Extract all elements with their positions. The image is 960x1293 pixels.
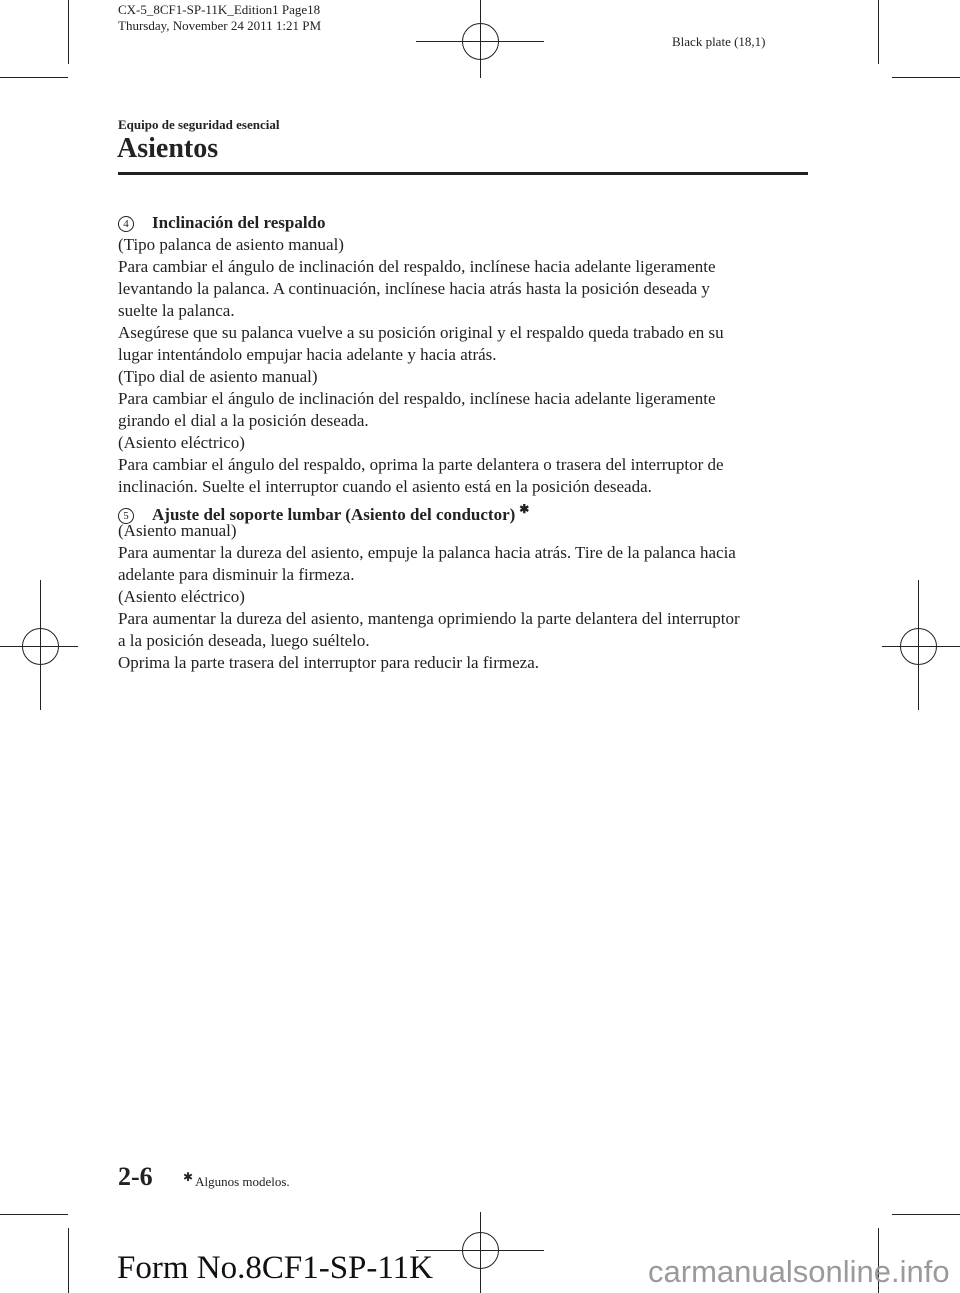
text-line [118, 432, 818, 454]
item-heading [118, 212, 818, 234]
item-heading-text: Ajuste del soporte lumbar (Asiento del conductor) [152, 505, 516, 524]
page-number: 2-6 [118, 1162, 153, 1191]
footnote-star-icon: ✱ [183, 1170, 194, 1184]
item-number-circle-icon: 4 [118, 216, 134, 232]
text-line [118, 366, 818, 388]
text-line [118, 388, 818, 410]
line-text: Oprima la parte trasera del interruptor para reducir la firmeza. [118, 653, 539, 672]
footnote-text: Algunos modelos. [195, 1174, 290, 1189]
item-heading-text: Inclinación del respaldo [152, 213, 326, 232]
text-line [118, 476, 818, 498]
line-text: (Asiento eléctrico) [118, 587, 245, 606]
line-text: adelante para disminuir la firmeza. [118, 565, 355, 584]
text-line [118, 586, 818, 608]
plate-label: Black plate (18,1) [672, 34, 766, 49]
line-text: (Tipo palanca de asiento manual) [118, 235, 344, 254]
text-line [118, 322, 818, 344]
text-line [118, 234, 818, 256]
line-text: (Asiento manual) [118, 521, 237, 540]
line-text: Para cambiar el ángulo de inclinación del respaldo, inclínese hacia adelante ligeramente [118, 257, 716, 276]
line-text: (Tipo dial de asiento manual) [118, 367, 318, 386]
text-line [118, 256, 818, 278]
body-text [118, 212, 818, 674]
line-text: inclinación. Suelte el interruptor cuando el asiento está en la posición deseada. [118, 477, 652, 496]
line-text: Para aumentar la dureza del asiento, mantenga oprimiendo la parte delantera del interruptor [118, 609, 740, 628]
optional-feature-star-icon: ✱ [519, 502, 530, 516]
page-title: Asientos [117, 133, 219, 164]
item-heading [118, 498, 818, 524]
line-text: lugar intentándolo empujar hacia adelante y hacia atrás. [118, 345, 497, 364]
print-file-line: CX-5_8CF1-SP-11K_Edition1 Page18 [118, 2, 321, 17]
text-line [118, 278, 818, 300]
footnote [183, 1170, 290, 1190]
text-line [118, 542, 818, 564]
line-text: suelte la palanca. [118, 301, 235, 320]
line-text: Para aumentar la dureza del asiento, empuje la palanca hacia atrás. Tire de la palanca hacia [118, 543, 736, 562]
line-text: Para cambiar el ángulo del respaldo, oprima la parte delantera o trasera del interruptor de [118, 455, 724, 474]
line-text: Para cambiar el ángulo de inclinación del respaldo, inclínese hacia adelante ligeramente [118, 389, 716, 408]
text-line [118, 608, 818, 630]
form-number: Form No.8CF1-SP-11K [117, 1250, 433, 1286]
line-text: levantando la palanca. A continuación, inclínese hacia atrás hasta la posición deseada y [118, 279, 710, 298]
text-line [118, 300, 818, 322]
text-line [118, 410, 818, 432]
text-line [118, 652, 818, 674]
text-line [118, 454, 818, 476]
text-line [118, 630, 818, 652]
text-line [118, 344, 818, 366]
line-text: girando el dial a la posición deseada. [118, 411, 369, 430]
print-date-line: Thursday, November 24 2011 1:21 PM [118, 18, 322, 33]
section-label: Equipo de seguridad esencial [118, 117, 280, 132]
item-number-circle-icon: 5 [118, 508, 134, 524]
title-rule [118, 172, 808, 175]
line-text: (Asiento eléctrico) [118, 433, 245, 452]
watermark: carmanualsonline.info [648, 1254, 950, 1289]
line-text: a la posición deseada, luego suéltelo. [118, 631, 370, 650]
line-text: Asegúrese que su palanca vuelve a su posición original y el respaldo queda trabado en su [118, 323, 724, 342]
text-line [118, 564, 818, 586]
